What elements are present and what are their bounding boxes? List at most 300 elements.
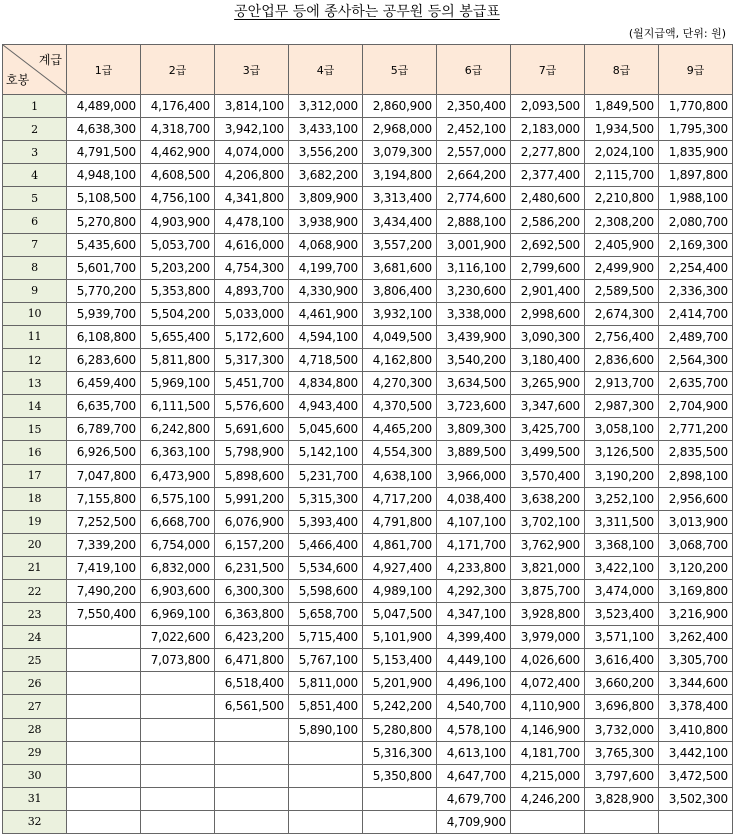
salary-cell: 4,068,900 [289, 233, 363, 256]
table-row [3, 764, 733, 787]
salary-cell: 5,770,200 [67, 279, 141, 302]
salary-cell: 3,732,000 [585, 718, 659, 741]
salary-cell: 2,377,400 [511, 164, 585, 187]
salary-cell: 4,270,300 [363, 372, 437, 395]
salary-cell: 7,073,800 [141, 649, 215, 672]
salary-cell: 2,635,700 [659, 372, 733, 395]
salary-cell: 3,660,200 [585, 672, 659, 695]
salary-cell: 5,504,200 [141, 302, 215, 325]
grade-header: 4급 [289, 45, 363, 95]
salary-cell: 6,575,100 [141, 487, 215, 510]
step-cell: 26 [3, 672, 67, 695]
step-cell: 12 [3, 349, 67, 372]
salary-cell: 3,502,300 [659, 787, 733, 810]
salary-cell [141, 741, 215, 764]
salary-cell: 5,142,100 [289, 441, 363, 464]
salary-cell: 4,608,500 [141, 164, 215, 187]
salary-cell: 2,888,100 [437, 210, 511, 233]
salary-cell: 4,594,100 [289, 325, 363, 348]
salary-cell: 4,171,700 [437, 533, 511, 556]
salary-cell: 2,254,400 [659, 256, 733, 279]
salary-cell: 4,791,500 [67, 141, 141, 164]
salary-cell: 2,169,300 [659, 233, 733, 256]
unit-note: (월지급액, 단위: 원) [628, 27, 726, 40]
salary-cell: 3,439,900 [437, 325, 511, 348]
salary-cell: 5,270,800 [67, 210, 141, 233]
salary-cell: 3,966,000 [437, 464, 511, 487]
salary-cell: 6,283,600 [67, 349, 141, 372]
salary-cell: 2,277,800 [511, 141, 585, 164]
salary-cell: 7,339,200 [67, 533, 141, 556]
salary-cell: 2,901,400 [511, 279, 585, 302]
salary-cell: 3,058,100 [585, 418, 659, 441]
salary-cell: 3,262,400 [659, 626, 733, 649]
salary-cell: 3,265,900 [511, 372, 585, 395]
salary-cell: 5,811,800 [141, 349, 215, 372]
salary-cell: 5,939,700 [67, 302, 141, 325]
step-cell: 24 [3, 626, 67, 649]
table-row [3, 187, 733, 210]
salary-cell [585, 810, 659, 833]
salary-cell: 3,571,100 [585, 626, 659, 649]
salary-cell: 3,499,500 [511, 441, 585, 464]
grade-header: 9급 [659, 45, 733, 95]
salary-table [2, 44, 733, 834]
salary-cell: 4,754,300 [215, 256, 289, 279]
salary-cell: 5,317,300 [215, 349, 289, 372]
salary-cell [659, 810, 733, 833]
salary-cell: 4,718,500 [289, 349, 363, 372]
salary-cell: 4,399,400 [437, 626, 511, 649]
salary-cell: 4,026,600 [511, 649, 585, 672]
salary-cell: 6,459,400 [67, 372, 141, 395]
salary-cell: 3,472,500 [659, 764, 733, 787]
salary-cell: 5,315,300 [289, 487, 363, 510]
salary-cell: 2,405,900 [585, 233, 659, 256]
salary-cell: 4,791,800 [363, 510, 437, 533]
salary-cell: 4,176,400 [141, 95, 215, 118]
salary-cell: 3,068,700 [659, 533, 733, 556]
salary-cell: 3,762,900 [511, 533, 585, 556]
salary-cell: 5,350,800 [363, 764, 437, 787]
salary-cell: 6,231,500 [215, 556, 289, 579]
salary-cell: 2,774,600 [437, 187, 511, 210]
salary-cell: 4,072,400 [511, 672, 585, 695]
step-cell: 25 [3, 649, 67, 672]
salary-cell: 7,550,400 [67, 603, 141, 626]
salary-cell: 2,860,900 [363, 95, 437, 118]
salary-cell: 4,903,900 [141, 210, 215, 233]
salary-cell: 3,638,200 [511, 487, 585, 510]
salary-cell: 5,655,400 [141, 325, 215, 348]
step-cell: 1 [3, 95, 67, 118]
salary-cell: 3,312,000 [289, 95, 363, 118]
salary-cell: 4,616,000 [215, 233, 289, 256]
salary-cell: 3,938,900 [289, 210, 363, 233]
step-cell: 9 [3, 279, 67, 302]
salary-cell: 3,979,000 [511, 626, 585, 649]
salary-cell: 4,927,400 [363, 556, 437, 579]
salary-cell: 3,928,800 [511, 603, 585, 626]
salary-cell: 5,658,700 [289, 603, 363, 626]
salary-cell: 2,692,500 [511, 233, 585, 256]
salary-cell: 3,570,400 [511, 464, 585, 487]
salary-cell: 2,956,600 [659, 487, 733, 510]
salary-cell: 2,480,600 [511, 187, 585, 210]
salary-cell: 4,318,700 [141, 118, 215, 141]
salary-cell: 4,215,000 [511, 764, 585, 787]
salary-cell: 4,861,700 [363, 533, 437, 556]
salary-cell: 2,183,000 [511, 118, 585, 141]
table-row [3, 279, 733, 302]
salary-cell [67, 741, 141, 764]
salary-cell: 3,190,200 [585, 464, 659, 487]
salary-cell: 1,849,500 [585, 95, 659, 118]
step-cell: 32 [3, 810, 67, 833]
salary-cell [363, 787, 437, 810]
salary-cell: 3,169,800 [659, 579, 733, 602]
salary-cell: 4,948,100 [67, 164, 141, 187]
salary-cell: 5,172,600 [215, 325, 289, 348]
salary-cell: 5,242,200 [363, 695, 437, 718]
salary-cell: 3,474,000 [585, 579, 659, 602]
salary-cell: 4,679,700 [437, 787, 511, 810]
page-title [0, 0, 734, 24]
grade-header: 6급 [437, 45, 511, 95]
salary-cell: 3,932,100 [363, 302, 437, 325]
step-cell: 17 [3, 464, 67, 487]
salary-cell: 3,523,400 [585, 603, 659, 626]
step-axis-label: 호봉 [6, 73, 30, 87]
salary-cell: 4,330,900 [289, 279, 363, 302]
salary-cell: 6,832,000 [141, 556, 215, 579]
salary-cell [67, 672, 141, 695]
salary-cell: 4,107,100 [437, 510, 511, 533]
step-cell: 21 [3, 556, 67, 579]
salary-cell: 3,442,100 [659, 741, 733, 764]
salary-cell: 2,704,900 [659, 395, 733, 418]
salary-cell: 3,425,700 [511, 418, 585, 441]
salary-cell [67, 695, 141, 718]
salary-cell [289, 787, 363, 810]
salary-cell: 4,038,400 [437, 487, 511, 510]
salary-cell: 1,988,100 [659, 187, 733, 210]
salary-cell: 4,449,100 [437, 649, 511, 672]
salary-cell: 3,120,200 [659, 556, 733, 579]
salary-cell: 5,969,100 [141, 372, 215, 395]
salary-cell: 3,126,500 [585, 441, 659, 464]
grade-header: 7급 [511, 45, 585, 95]
salary-cell: 4,199,700 [289, 256, 363, 279]
salary-cell: 3,616,400 [585, 649, 659, 672]
salary-cell [67, 787, 141, 810]
salary-cell: 3,875,700 [511, 579, 585, 602]
step-cell: 31 [3, 787, 67, 810]
salary-cell: 5,203,200 [141, 256, 215, 279]
table-row [3, 672, 733, 695]
salary-cell [289, 741, 363, 764]
salary-cell: 3,305,700 [659, 649, 733, 672]
salary-cell [511, 810, 585, 833]
table-row [3, 418, 733, 441]
salary-cell: 4,943,400 [289, 395, 363, 418]
salary-cell: 2,674,300 [585, 302, 659, 325]
corner-header [3, 45, 67, 95]
salary-cell: 3,889,500 [437, 441, 511, 464]
salary-cell: 3,702,100 [511, 510, 585, 533]
salary-cell: 3,557,200 [363, 233, 437, 256]
salary-cell: 6,668,700 [141, 510, 215, 533]
salary-cell [141, 718, 215, 741]
salary-cell: 3,696,800 [585, 695, 659, 718]
salary-cell: 4,709,900 [437, 810, 511, 833]
salary-cell: 3,821,000 [511, 556, 585, 579]
table-row [3, 556, 733, 579]
table-row [3, 210, 733, 233]
salary-cell: 5,890,100 [289, 718, 363, 741]
salary-cell [215, 787, 289, 810]
step-cell: 27 [3, 695, 67, 718]
salary-cell: 4,292,300 [437, 579, 511, 602]
table-row [3, 695, 733, 718]
grade-header: 2급 [141, 45, 215, 95]
table-row [3, 649, 733, 672]
salary-cell [67, 626, 141, 649]
grade-axis-label: 계급 [38, 53, 62, 67]
salary-cell [289, 764, 363, 787]
salary-cell: 3,681,600 [363, 256, 437, 279]
salary-cell: 2,452,100 [437, 118, 511, 141]
salary-cell: 2,115,700 [585, 164, 659, 187]
salary-cell: 7,419,100 [67, 556, 141, 579]
step-cell: 14 [3, 395, 67, 418]
salary-cell: 7,252,500 [67, 510, 141, 533]
salary-cell: 6,635,700 [67, 395, 141, 418]
salary-cell: 2,771,200 [659, 418, 733, 441]
table-row [3, 626, 733, 649]
table-row [3, 787, 733, 810]
step-cell: 18 [3, 487, 67, 510]
salary-cell: 6,111,500 [141, 395, 215, 418]
salary-cell: 6,363,800 [215, 603, 289, 626]
salary-cell: 3,806,400 [363, 279, 437, 302]
salary-cell: 3,347,600 [511, 395, 585, 418]
salary-cell: 5,108,500 [67, 187, 141, 210]
salary-cell: 5,715,400 [289, 626, 363, 649]
salary-cell: 3,344,600 [659, 672, 733, 695]
salary-cell: 5,280,800 [363, 718, 437, 741]
salary-cell: 6,473,900 [141, 464, 215, 487]
salary-cell [141, 695, 215, 718]
table-row [3, 395, 733, 418]
salary-cell: 3,180,400 [511, 349, 585, 372]
salary-cell: 3,797,600 [585, 764, 659, 787]
salary-cell: 3,252,100 [585, 487, 659, 510]
table-row [3, 349, 733, 372]
salary-cell: 5,767,100 [289, 649, 363, 672]
salary-cell: 2,664,200 [437, 164, 511, 187]
salary-cell: 4,756,100 [141, 187, 215, 210]
table-row [3, 487, 733, 510]
salary-cell: 6,789,700 [67, 418, 141, 441]
table-row [3, 510, 733, 533]
salary-cell: 2,756,400 [585, 325, 659, 348]
table-row [3, 118, 733, 141]
salary-cell: 4,206,800 [215, 164, 289, 187]
salary-cell: 3,378,400 [659, 695, 733, 718]
salary-cell: 2,093,500 [511, 95, 585, 118]
table-row [3, 464, 733, 487]
salary-cell: 6,076,900 [215, 510, 289, 533]
salary-cell: 3,723,600 [437, 395, 511, 418]
salary-cell: 5,576,600 [215, 395, 289, 418]
table-row [3, 579, 733, 602]
salary-cell: 5,851,400 [289, 695, 363, 718]
salary-cell: 3,116,100 [437, 256, 511, 279]
salary-cell: 2,210,800 [585, 187, 659, 210]
table-row [3, 533, 733, 556]
salary-cell: 5,045,600 [289, 418, 363, 441]
salary-cell: 3,311,500 [585, 510, 659, 533]
salary-cell: 4,347,100 [437, 603, 511, 626]
salary-cell: 2,350,400 [437, 95, 511, 118]
salary-cell: 3,001,900 [437, 233, 511, 256]
salary-cell [67, 810, 141, 833]
salary-cell: 3,540,200 [437, 349, 511, 372]
table-row [3, 95, 733, 118]
salary-cell: 4,341,800 [215, 187, 289, 210]
salary-cell [141, 810, 215, 833]
salary-cell: 3,809,300 [437, 418, 511, 441]
salary-cell: 2,557,000 [437, 141, 511, 164]
table-row [3, 325, 733, 348]
salary-cell: 4,638,100 [363, 464, 437, 487]
salary-cell [363, 810, 437, 833]
salary-cell: 5,047,500 [363, 603, 437, 626]
step-cell: 29 [3, 741, 67, 764]
salary-cell: 2,987,300 [585, 395, 659, 418]
salary-cell: 7,155,800 [67, 487, 141, 510]
salary-cell: 5,053,700 [141, 233, 215, 256]
salary-cell: 1,934,500 [585, 118, 659, 141]
salary-cell: 2,898,100 [659, 464, 733, 487]
salary-cell: 6,754,000 [141, 533, 215, 556]
salary-cell: 3,634,500 [437, 372, 511, 395]
salary-cell [215, 810, 289, 833]
salary-cell: 1,897,800 [659, 164, 733, 187]
salary-cell: 6,969,100 [141, 603, 215, 626]
salary-cell: 3,090,300 [511, 325, 585, 348]
step-cell: 28 [3, 718, 67, 741]
salary-cell: 4,989,100 [363, 579, 437, 602]
salary-cell: 4,461,900 [289, 302, 363, 325]
salary-cell: 3,814,100 [215, 95, 289, 118]
salary-cell [141, 787, 215, 810]
salary-cell: 3,434,400 [363, 210, 437, 233]
salary-cell: 5,466,400 [289, 533, 363, 556]
salary-cell: 2,489,700 [659, 325, 733, 348]
salary-cell: 4,370,500 [363, 395, 437, 418]
salary-cell: 3,368,100 [585, 533, 659, 556]
salary-cell: 5,601,700 [67, 256, 141, 279]
salary-cell: 4,647,700 [437, 764, 511, 787]
step-cell: 6 [3, 210, 67, 233]
grade-header: 8급 [585, 45, 659, 95]
table-body [3, 95, 733, 834]
salary-cell: 2,024,100 [585, 141, 659, 164]
salary-cell: 2,589,500 [585, 279, 659, 302]
salary-cell: 5,898,600 [215, 464, 289, 487]
salary-cell: 5,798,900 [215, 441, 289, 464]
step-cell: 7 [3, 233, 67, 256]
grade-header: 3급 [215, 45, 289, 95]
salary-cell: 2,835,500 [659, 441, 733, 464]
salary-cell: 6,903,600 [141, 579, 215, 602]
salary-cell [215, 764, 289, 787]
salary-cell: 3,410,800 [659, 718, 733, 741]
salary-cell [141, 764, 215, 787]
salary-cell: 2,080,700 [659, 210, 733, 233]
table-row [3, 164, 733, 187]
salary-cell: 5,811,000 [289, 672, 363, 695]
salary-cell: 3,828,900 [585, 787, 659, 810]
salary-cell: 3,433,100 [289, 118, 363, 141]
salary-cell: 3,338,000 [437, 302, 511, 325]
step-cell: 2 [3, 118, 67, 141]
salary-cell: 5,691,600 [215, 418, 289, 441]
salary-cell [215, 718, 289, 741]
step-cell: 11 [3, 325, 67, 348]
salary-cell: 6,926,500 [67, 441, 141, 464]
salary-cell: 2,586,200 [511, 210, 585, 233]
salary-cell: 2,499,900 [585, 256, 659, 279]
table-row [3, 372, 733, 395]
table-row [3, 141, 733, 164]
salary-cell: 2,836,600 [585, 349, 659, 372]
step-cell: 23 [3, 603, 67, 626]
table-row [3, 441, 733, 464]
salary-cell: 5,451,700 [215, 372, 289, 395]
salary-cell: 3,809,900 [289, 187, 363, 210]
salary-cell: 6,423,200 [215, 626, 289, 649]
step-cell: 15 [3, 418, 67, 441]
salary-cell: 5,534,600 [289, 556, 363, 579]
salary-cell: 4,049,500 [363, 325, 437, 348]
table-row [3, 256, 733, 279]
salary-cell [141, 672, 215, 695]
salary-cell: 4,110,900 [511, 695, 585, 718]
table-row [3, 718, 733, 741]
step-cell: 13 [3, 372, 67, 395]
salary-cell: 6,300,300 [215, 579, 289, 602]
salary-cell: 5,201,900 [363, 672, 437, 695]
salary-cell: 4,893,700 [215, 279, 289, 302]
table-row [3, 603, 733, 626]
salary-cell: 7,022,600 [141, 626, 215, 649]
salary-cell: 6,561,500 [215, 695, 289, 718]
table-row [3, 233, 733, 256]
salary-cell: 5,033,000 [215, 302, 289, 325]
salary-cell: 4,233,800 [437, 556, 511, 579]
salary-cell: 5,435,600 [67, 233, 141, 256]
salary-cell: 6,108,800 [67, 325, 141, 348]
salary-cell: 1,795,300 [659, 118, 733, 141]
salary-cell: 4,462,900 [141, 141, 215, 164]
salary-cell: 4,181,700 [511, 741, 585, 764]
salary-cell: 4,146,900 [511, 718, 585, 741]
salary-cell: 5,598,600 [289, 579, 363, 602]
salary-cell: 6,363,100 [141, 441, 215, 464]
